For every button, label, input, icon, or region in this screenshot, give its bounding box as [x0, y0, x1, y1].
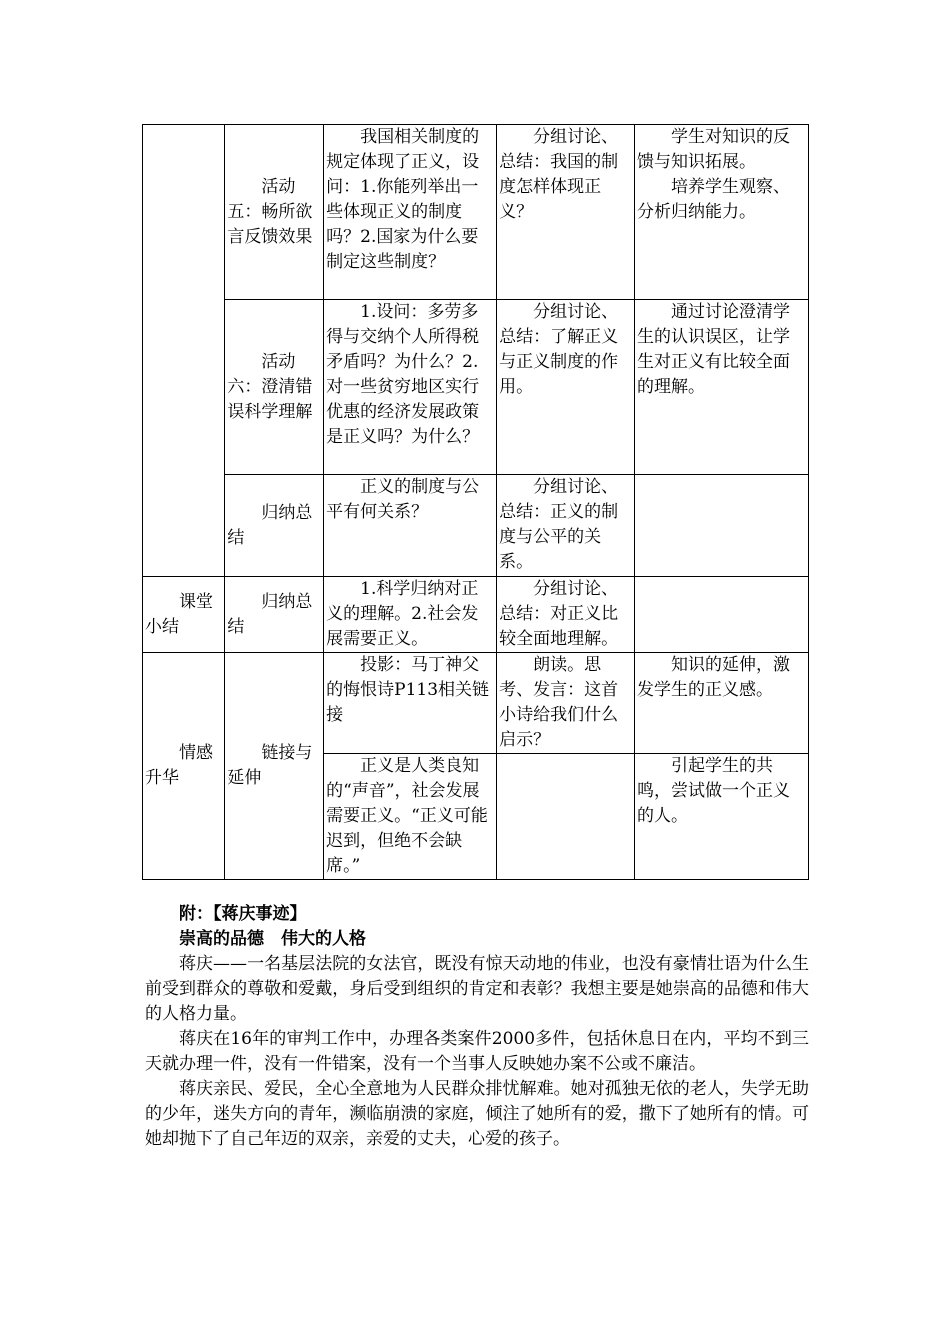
student-activity-cell: 分组讨论、总结：了解正义与正义制度的作用。 [497, 300, 635, 475]
table-row [143, 475, 809, 577]
intent-line: 学生对知识的反馈与知识拓展。 [637, 127, 790, 172]
table-row [143, 300, 809, 475]
design-intent-cell: 引起学生的共鸣，尝试做一个正义的人。 [635, 754, 809, 880]
activity-cell: 归纳总结 [225, 475, 324, 577]
appendix-paragraph: 蒋庆在16年的审判工作中，办理各类案件2000多件，包括休息日在内，平均不到三天就办理一件，没有一件错案，没有一个当事人反映她办案不公或不廉洁。 [145, 1029, 809, 1074]
table-row [143, 125, 809, 300]
appendix-section [145, 902, 809, 1152]
lesson-plan-table [142, 124, 809, 880]
student-activity-cell: 分组讨论、总结：对正义比较全面地理解。 [497, 577, 635, 653]
design-intent-cell: 通过讨论澄清学生的认识误区，让学生对正义有比较全面的理解。 [635, 300, 809, 475]
activity-cell: 链接与延伸 [225, 653, 324, 880]
appendix-paragraph: 蒋庆——一名基层法院的女法官，既没有惊天动地的伟业，也没有豪情壮语为什么生前受到群众的尊敬和爱戴，身后受到组织的肯定和表彰？我想主要是她崇高的品德和伟大的人格力量。 [145, 954, 809, 1024]
activity-cell: 活动五：畅所欲言反馈效果 [225, 125, 324, 300]
student-activity-cell [497, 754, 635, 880]
content-cell: 投影：马丁神父的悔恨诗P113相关链接 [324, 653, 497, 754]
activity-cell: 归纳总结 [225, 577, 324, 653]
design-intent-cell [635, 475, 809, 577]
content-cell: 正义的制度与公平有何关系？ [324, 475, 497, 577]
appendix-heading: 附：【蒋庆事迹】 [179, 904, 307, 924]
appendix-subheading: 崇高的品德 伟大的人格 [179, 929, 366, 949]
student-activity-cell: 分组讨论、总结：我国的制度怎样体现正义？ [497, 125, 635, 300]
stage-cell: 情感升华 [143, 653, 225, 880]
design-intent-cell [635, 125, 809, 300]
content-cell: 1.设问：多劳多得与交纳个人所得税矛盾吗？为什么？2.对一些贫穷地区实行优惠的经济发展政策是正义吗？为什么？ [324, 300, 497, 475]
content-cell: 我国相关制度的规定体现了正义，设问：1.你能列举出一些体现正义的制度吗？2.国家为什么要制定这些制度？ [324, 125, 497, 300]
stage-cell: 课堂小结 [143, 577, 225, 653]
student-activity-cell: 朗读。思考、发言：这首小诗给我们什么启示？ [497, 653, 635, 754]
table-row [143, 577, 809, 653]
appendix-paragraph: 蒋庆亲民、爱民，全心全意地为人民群众排忧解难。她对孤独无依的老人，失学无助的少年，迷失方向的青年，濒临崩溃的家庭，倾注了她所有的爱，撒下了她所有的情。可她却抛下了自己年迈的双亲，亲爱的丈夫，心爱的孩子。 [145, 1079, 809, 1149]
content-cell: 1.科学归纳对正义的理解。2.社会发展需要正义。 [324, 577, 497, 653]
design-intent-cell [635, 577, 809, 653]
stage-cell [143, 125, 225, 577]
intent-line: 培养学生观察、分析归纳能力。 [637, 177, 790, 222]
student-activity-cell: 分组讨论、总结：正义的制度与公平的关系。 [497, 475, 635, 577]
design-intent-cell: 知识的延伸，激发学生的正义感。 [635, 653, 809, 754]
table-row [143, 653, 809, 754]
activity-cell: 活动六：澄清错误科学理解 [225, 300, 324, 475]
content-cell: 正义是人类良知的“声音”，社会发展需要正义。“正义可能迟到，但绝不会缺席。” [324, 754, 497, 880]
